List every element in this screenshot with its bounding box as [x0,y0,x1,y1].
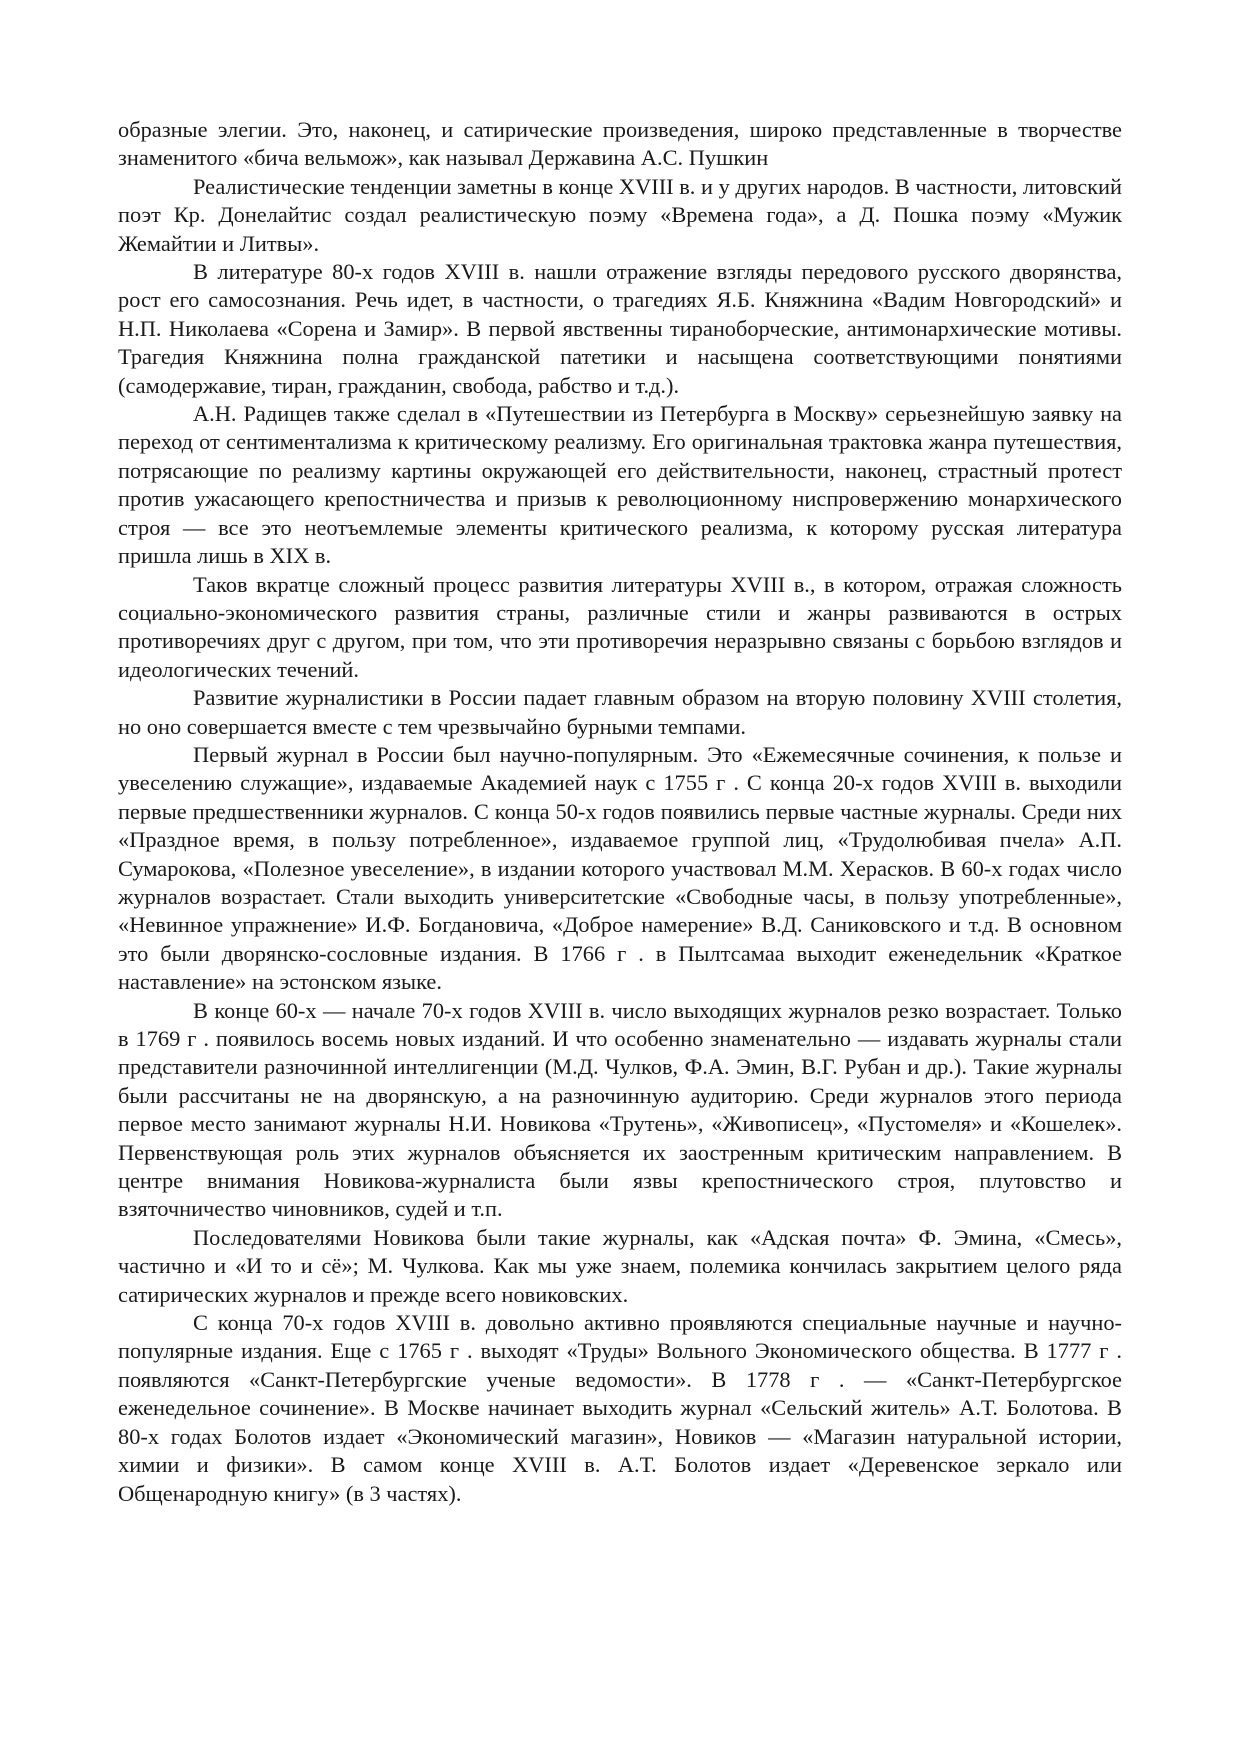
document-page [118,116,1122,1508]
paragraph: образные элегии. Это, наконец, и сатирические произведения, широко представленные в творчестве знаменитого «бича вельмож», как называл Державина А.С. Пушкин [118,117,1122,171]
paragraph: С конца 70-х годов XVIII в. довольно активно проявляются специальные научные и научно-популярные издания. Еще с 1765 г . выходят «Труды» Вольного Экономического общества. В 1777 г . появляются «Санкт-Петербургские ученые ведомости». В 1778 г . — «Санкт-Петербургское еженедельное сочинение». В Москве начинает выходить журнал «Сельский житель» А.Т. Болотова. В 80-х годах Болотов издает «Экономический магазин», Новиков — «Магазин натуральной истории, химии и физики». В самом конце XVIII в. А.Т. Болотов издает «Деревенское зеркало или Общенародную книгу» (в 3 частях). [118,1310,1122,1506]
paragraph: Таков вкратце сложный процесс развития литературы XVIII в., в котором, отражая сложность социально-экономического развития страны, различные стили и жанры развиваются в острых противоречиях друг с другом, при том, что эти противоречия неразрывно связаны с борьбою взглядов и идеологических течений. [118,571,1122,682]
paragraph: Последователями Новикова были такие журналы, как «Адская почта» Ф. Эмина, «Смесь», частично и «И то и сё»; М. Чулкова. Как мы уже знаем, полемика кончилась закрытием целого ряда сатирических журналов и прежде всего новиковских. [118,1224,1122,1307]
paragraph: Развитие журналистики в России падает главным образом на вторую половину XVIII столетия, но оно совершается вместе с тем чрезвычайно бурными темпами. [118,685,1122,739]
paragraph: В конце 60-х — начале 70-х годов XVIII в. число выходящих журналов резко возрастает. Только в 1769 г . появилось восемь новых изданий. И что особенно знаменательно — издавать журналы стали представители разночинной интеллигенции (М.Д. Чулков, Ф.А. Эмин, В.Г. Рубан и др.). Такие журналы были рассчитаны не на дворянскую, а на разночинную аудиторию. Среди журналов этого периода первое место занимают журналы Н.И. Новикова «Трутень», «Живописец», «Пустомеля» и «Кошелек». Первенствующая роль этих журналов объясняется их заостренным критическим направлением. В центре внимания Новикова-журналиста были язвы крепостнического строя, плутовство и взяточничество чиновников, судей и т.п. [118,997,1122,1222]
paragraph: А.Н. Радищев также сделал в «Путешествии из Петербурга в Москву» серьезнейшую заявку на переход от сентиментализма к критическому реализму. Его оригинальная трактовка жанра путешествия, потрясающие по реализму картины окружающей его действительности, наконец, страстный протест против ужасающего крепостничества и призыв к революционному ниспровержению монархического строя — все это неотъемлемые элементы критического реализма, к которому русская литература пришла лишь в XIX в. [118,401,1122,569]
paragraph: Реалистические тенденции заметны в конце XVIII в. и у других народов. В частности, литовский поэт Кр. Донелайтис создал реалистическую поэму «Времена года», а Д. Пошка поэму «Мужик Жемайтии и Литвы». [118,173,1122,256]
paragraph: Первый журнал в России был научно-популярным. Это «Ежемесячные сочинения, к пользе и увеселению служащие», издаваемые Академией наук с 1755 г . С конца 20-х годов XVIII в. выходили первые предшественники журналов. С конца 50-х годов появились первые частные журналы. Среди них «Праздное время, в пользу потребленное», издаваемое группой лиц, «Трудолюбивая пчела» А.П. Сумарокова, «Полезное увеселение», в издании которого участвовал М.М. Херасков. В 60-х годах число журналов возрастает. Стали выходить университетские «Свободные часы, в пользу употребленные», «Невинное упражнение» И.Ф. Богдановича, «Доброе намерение» В.Д. Саниковского и т.д. В основном это были дворянско-сословные издания. В 1766 г . в Пылтсамаа выходит еженедельник «Краткое наставление» на эстонском языке. [118,741,1122,995]
paragraph: В литературе 80-х годов XVIII в. нашли отражение взгляды передового русского дворянства, рост его самосознания. Речь идет, в частности, о трагедиях Я.Б. Княжнина «Вадим Новгородский» и Н.П. Николаева «Сорена и Замир». В первой явственны тираноборческие, антимонархические мотивы. Трагедия Княжнина полна гражданской патетики и насыщена соответствующими понятиями (самодержавие, тиран, гражданин, свобода, рабство и т.д.). [118,259,1122,398]
